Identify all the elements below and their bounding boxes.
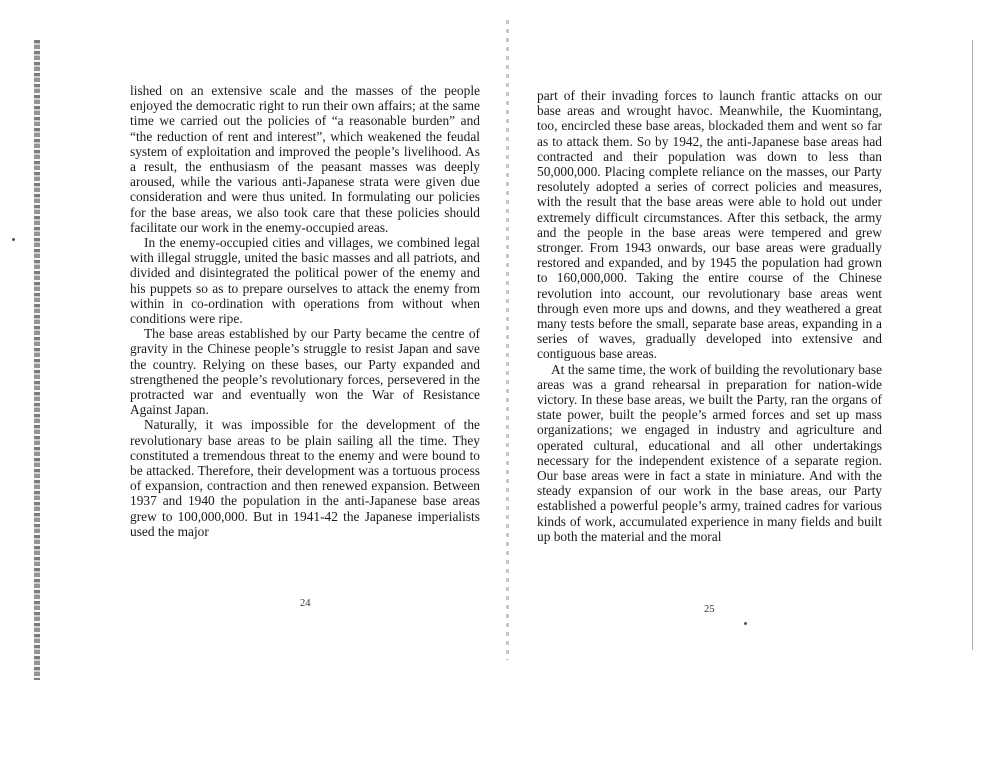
paragraph: At the same time, the work of building the revolutionary base areas was a grand rehearsal in preparation for nation-wide victory. In these base areas, we built the Party, ran the organs of state power, built the people’s armed forces and set up mass organizations; we engaged in industry and agriculture and operated cultural, educational and all other undertakings necessary for the independent existence of a separate region. Our base areas were in fact a state in miniature. And with the steady expansion of our work in the base areas, our Party established a powerful people’s army, trained cadres for various kinds of work, accumulated experience in many fields and built up both the material and the moral xyxy=(537,361,882,544)
left-page xyxy=(130,83,480,539)
page-number: 25 xyxy=(704,604,715,615)
scan-speck xyxy=(744,622,747,625)
paragraph: lished on an extensive scale and the masses of the people enjoyed the democratic right to run their own affairs; at the same time we carried out the policies of “a reasonable burden” and “the reduction of rent and interest”, which weakened the feudal system of exploitation and improved the people’s livelihood. As a result, the enthusiasm of the peasant masses was deeply aroused, while the various anti-Japanese strata were given due consideration and were thus united. In formulating our policies for the base areas, we also took care that these policies should facilitate our work in the enemy-occupied areas. xyxy=(130,83,480,235)
page-edge xyxy=(972,40,973,650)
binding-edge xyxy=(34,40,40,680)
paragraph: Naturally, it was impossible for the development of the revolutionary base areas to be plain sailing all the time. They constituted a tremendous threat to the enemy and were bound to be attacked. Therefore, their development was a tortuous process of expansion, contraction and then renewed expansion. Between 1937 and 1940 the population in the anti-Japanese base areas grew to 100,000,000. But in 1941-42 the Japanese imperialists used the major xyxy=(130,417,480,539)
paragraph: part of their invading forces to launch frantic attacks on our base areas and wrought havoc. Meanwhile, the Kuomintang, too, encircled these base areas, blockaded them and went so far as to attack them. So by 1942, the anti-Japanese base areas had contracted and their population was down to less than 50,000,000. Placing complete reliance on the masses, our Party resolutely adopted a series of correct policies and measures, with the result that the base areas were able to hold out under extremely difficult circumstances. After this setback, the army and the people in the base areas were tempered and grew stronger. From 1943 onwards, our base areas were gradually restored and expanded, and by 1945 the population had grown to 160,000,000. Taking the entire course of the Chinese revolution into account, our revolutionary base areas went through even more ups and downs, and they weathered a great many tests before the small, separate base areas, expanding in a series of waves, gradually developed into extensive and contiguous base areas. xyxy=(537,88,882,362)
scan-speck xyxy=(12,238,15,241)
paragraph: The base areas established by our Party became the centre of gravity in the Chinese people’s struggle to resist Japan and save the country. Relying on these bases, our Party expanded and strengthened the people’s revolutionary forces, persevered in the protracted war and eventually won the War of Resistance Against Japan. xyxy=(130,326,480,418)
center-gutter xyxy=(506,20,509,660)
paragraph: In the enemy-occupied cities and villages, we combined legal with illegal struggle, united the basic masses and all patriots, and divided and disintegrated the political power of the enemy and his puppets so as to prepare ourselves to attack the enemy from within in co-ordination with operations from without when conditions were ripe. xyxy=(130,235,480,327)
page-number: 24 xyxy=(300,598,311,609)
right-page xyxy=(537,88,882,544)
